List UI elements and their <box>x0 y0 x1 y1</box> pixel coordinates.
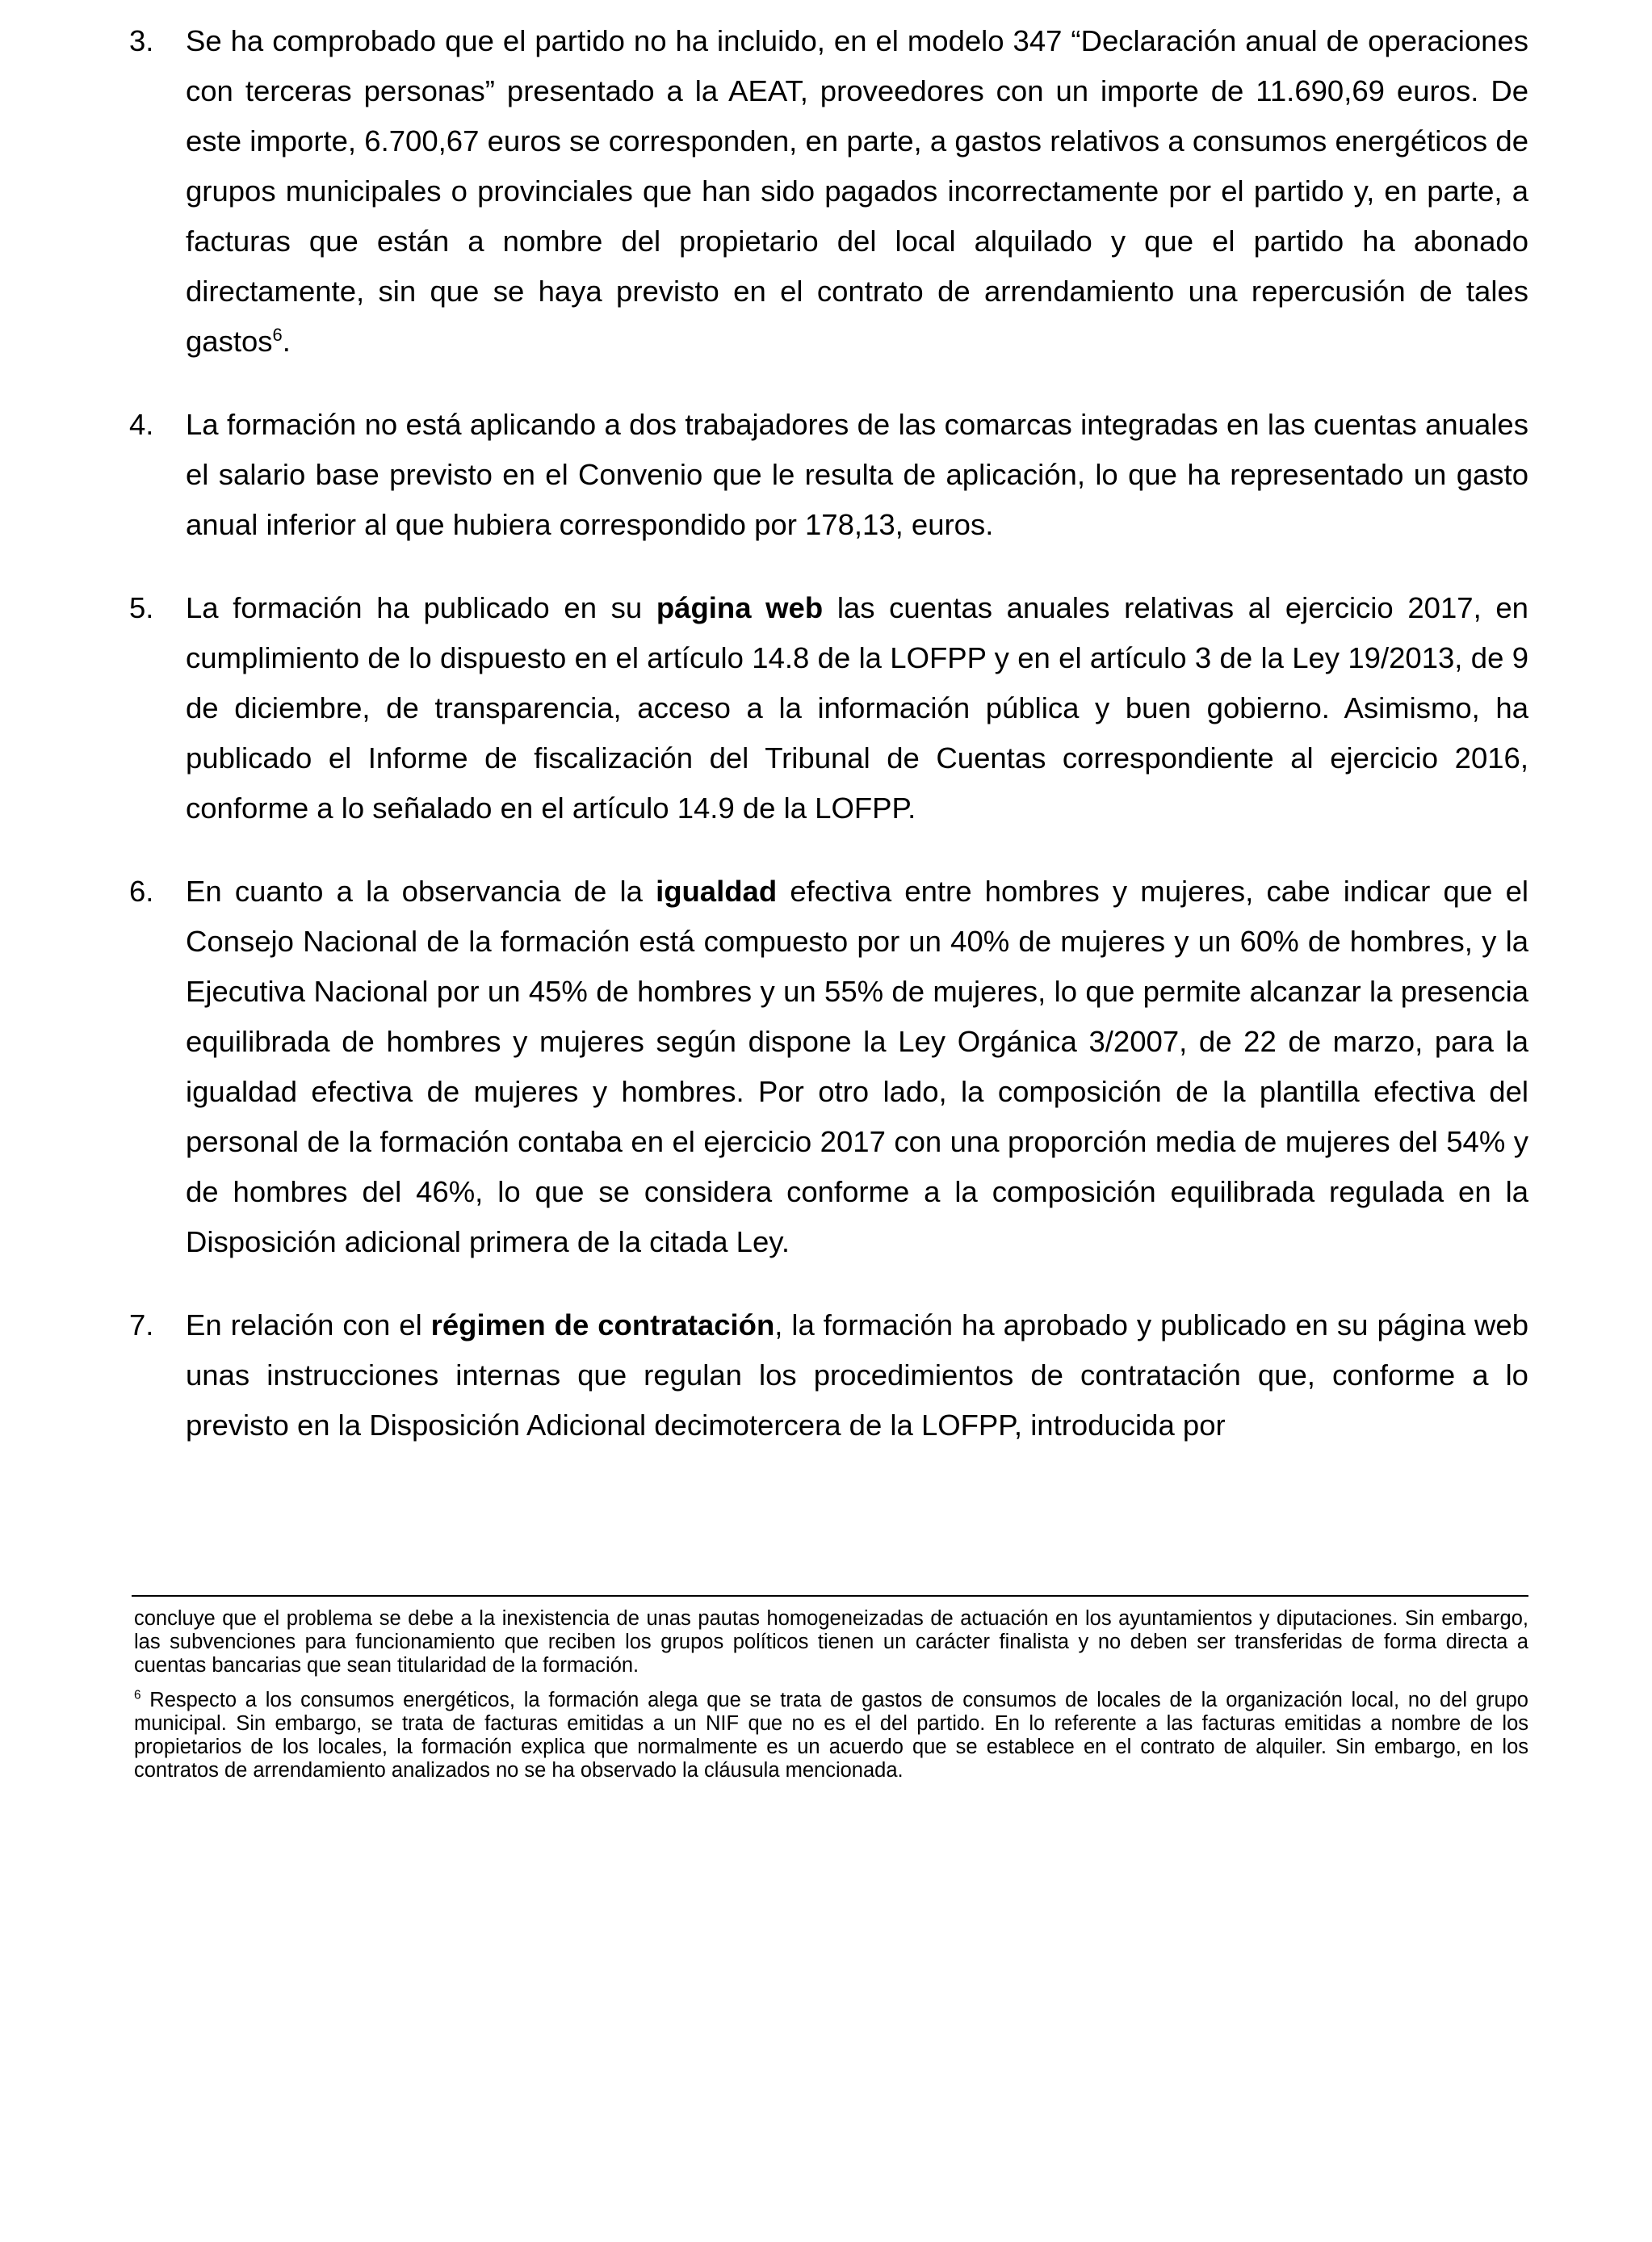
list-item-7 <box>129 1300 1528 1451</box>
bold-term: régimen de contratación <box>430 1308 775 1341</box>
list-item-5 <box>129 583 1528 833</box>
item-number: 5. <box>129 591 154 624</box>
item-paragraph <box>186 583 1528 833</box>
footnote-marker: 6 <box>134 1688 141 1702</box>
numbered-list <box>129 16 1528 1484</box>
footnote-6 <box>134 1689 1528 1782</box>
list-item-4 <box>129 400 1528 550</box>
footnotes <box>134 1607 1528 1794</box>
item-number: 3. <box>129 24 154 57</box>
text-run: , la formación ha aprobado y publicado en su página web unas instrucciones internas que regulan los procedimientos de contratación que, conforme a lo previsto en la Disposición Adicional decimotercera de la LOFPP, introducida por <box>186 1308 1528 1442</box>
text-run: . <box>282 325 291 358</box>
item-paragraph <box>186 400 1528 550</box>
bold-term: igualdad <box>656 875 778 908</box>
text-run: La formación no está aplicando a dos trabajadores de las comarcas integradas en las cuentas anuales el salario base previsto en el Convenio que le resulta de aplicación, lo que ha representado un gasto anual inferior al que hubiera correspondido por 178,13, euros. <box>186 408 1528 541</box>
text-run: efectiva entre hombres y mujeres, cabe indicar que el Consejo Nacional de la formación está compuesto por un 40% de mujeres y un 60% de hombres, y la Ejecutiva Nacional por un 45% de hombres y un 55% de mujeres, lo que permite alcanzar la presencia equilibrada de hombres y mujeres según dispone la Ley Orgánica 3/2007, de 22 de marzo, para la igualdad efectiva de mujeres y hombres. Por otro lado, la composición de la plantilla efectiva del personal de la formación contaba en el ejercicio 2017 con una proporción media de mujeres del 54% y de hombres del 46%, lo que se considera conforme a la composición equilibrada regulada en la Disposición adicional primera de la citada Ley. <box>186 875 1528 1258</box>
item-paragraph <box>186 1300 1528 1451</box>
text-run: En relación con el <box>186 1308 431 1341</box>
text-run: La formación ha publicado en su <box>186 591 656 624</box>
list-item-3 <box>129 16 1528 367</box>
footnote-separator <box>132 1595 1528 1597</box>
bold-term: página web <box>656 591 824 624</box>
footnote-continuation <box>134 1607 1528 1677</box>
item-number: 7. <box>129 1308 154 1341</box>
item-number: 6. <box>129 875 154 908</box>
text-run: Respecto a los consumos energéticos, la formación alega que se trata de gastos de consumos de locales de la organización local, no del grupo municipal. Sin embargo, se trata de facturas emitidas a un NIF que no es el del partido. En lo referente a las facturas emitidas a nombre de los propietarios de los locales, la formación explica que normalmente es un acuerdo que se establece en el contrato de alquiler. Sin embargo, en los contratos de arrendamiento analizados no se ha observado la cláusula mencionada. <box>134 1689 1528 1782</box>
text-run: las cuentas anuales relativas al ejercicio 2017, en cumplimiento de lo dispuesto en el artículo 14.8 de la LOFPP y en el artículo 3 de la Ley 19/2013, de 9 de diciembre, de transparencia, acceso a la información pública y buen gobierno. Asimismo, ha publicado el Informe de fiscalización del Tribunal de Cuentas correspondiente al ejercicio 2016, conforme a lo señalado en el artículo 14.9 de la LOFPP. <box>186 591 1528 825</box>
list-item-6 <box>129 867 1528 1267</box>
footnote-reference[interactable]: 6 <box>272 324 283 345</box>
item-number: 4. <box>129 408 154 441</box>
item-paragraph <box>186 16 1528 367</box>
text-run: En cuanto a la observancia de la <box>186 875 656 908</box>
text-run: Se ha comprobado que el partido no ha incluido, en el modelo 347 “Declaración anual de operaciones con terceras personas” presentado a la AEAT, proveedores con un importe de 11.690,69 euros. De este importe, 6.700,67 euros se corresponden, en parte, a gastos relativos a consumos energéticos de grupos municipales o provinciales que han sido pagados incorrectamente por el partido y, en parte, a facturas que están a nombre del propietario del local alquilado y que el partido ha abonado directamente, sin que se haya previsto en el contrato de arrendamiento una repercusión de tales gastos <box>186 24 1528 358</box>
item-paragraph <box>186 867 1528 1267</box>
text-run: concluye que el problema se debe a la inexistencia de unas pautas homogeneizadas de actuación en los ayuntamientos y diputaciones. Sin embargo, las subvenciones para funcionamiento que reciben los grupos políticos tienen un carácter finalista y no deben ser transferidas de forma directa a cuentas bancarias que sean titularidad de la formación. <box>134 1607 1528 1677</box>
